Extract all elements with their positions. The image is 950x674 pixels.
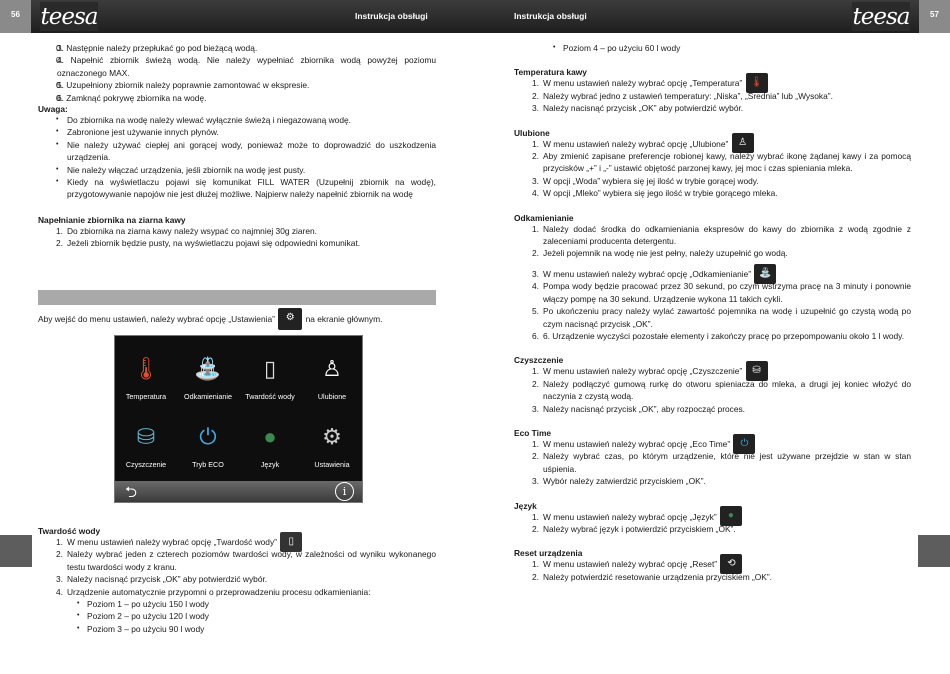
list-item: • Kiedy na wyświetlaczu pojawi się komunikat FILL WATER (Uzupełnij zbiornik na wodę), przygotowywanie napojów nie jest dłużej możliwe. Najpierw należy napełnić zbiornik na wodę xyxy=(38,176,436,201)
list-item-text: W menu ustawień należy wybrać opcję „Reset” xyxy=(543,559,718,570)
list-item xyxy=(514,77,911,89)
cleaning-heading: Czyszczenie xyxy=(514,355,564,366)
beans-heading: Napełnianie zbiornika na ziarna kawy xyxy=(38,214,186,225)
cleaning-icon: ⛁ xyxy=(746,361,768,381)
list-item: Należy wybrać jedno z ustawień temperatury: „Niska”, „Średnia” lub „Wysoka”. xyxy=(543,90,833,101)
fav-list xyxy=(514,138,911,200)
list-item xyxy=(514,138,911,150)
list-item xyxy=(514,365,911,377)
right-page-number: 57 xyxy=(919,0,950,33)
list-item-text: W menu ustawień należy wybrać opcję „Czyszczenie” xyxy=(543,366,743,377)
list-item-text: W menu ustawień należy wybrać opcję „Ulubione” xyxy=(543,138,729,149)
reset-list xyxy=(514,558,911,583)
warning-heading: Uwaga: xyxy=(38,104,68,115)
eco-list xyxy=(514,438,911,488)
list-item: Należy wybrać jeden z czterech poziomów twardości wody, w zależności od wyniku wykonanego testu twardości wody z kranu. xyxy=(67,549,436,572)
screen-settings[interactable] xyxy=(301,414,363,480)
hardness-levels-cont xyxy=(514,42,911,54)
screen-temperature[interactable] xyxy=(115,346,177,412)
hardness-section xyxy=(38,526,436,635)
info-icon[interactable]: i xyxy=(335,482,354,501)
cleaning-list xyxy=(514,365,911,415)
list-item: • Nie należy włączać urządzenia, jeśli zbiornik na wodę jest pusty. xyxy=(38,164,436,176)
left-page-number: 56 xyxy=(0,0,31,33)
settings-intro-text-end: na ekranie głównym. xyxy=(305,314,383,325)
screen-favorites[interactable] xyxy=(301,346,363,412)
screen-descaling[interactable] xyxy=(177,346,239,412)
list-item-text: W menu ustawień należy wybrać opcję „Odkamienianie” xyxy=(543,268,752,279)
list-item-text: W menu ustawień należy wybrać opcję „Eco Time” xyxy=(543,438,731,449)
right-column xyxy=(514,42,911,583)
screen-language[interactable] xyxy=(239,414,301,480)
user-icon: ♙ xyxy=(322,356,342,381)
list-item: • Nie należy używać ciepłej ani gorącej wody, ponieważ może to doprowadzić do uszkodzenia urządzenia. xyxy=(38,139,436,164)
brand-logo-left: teesa xyxy=(40,3,98,30)
list-item: 4. Napełnić zbiornik świeżą wodą. Nie należy wypełniać zbiornika wodą powyżej poziomu oznaczonego MAX. xyxy=(57,55,436,78)
hardness-list xyxy=(38,536,436,598)
list-item: Należy dodać środka do odkamieniania ekspresów do kawy do zbiornika z wodą zgodnie z zaleceniami producenta detergentu. xyxy=(543,223,911,247)
list-item: Należy wybrać czas, po którym urządzenie, które nie jest używane przejdzie w stan w stan uśpienia. xyxy=(543,451,911,474)
power-icon: ⏻ xyxy=(733,434,755,454)
descaling-list xyxy=(514,223,911,260)
left-edge-tab xyxy=(0,535,32,567)
settings-section-bar xyxy=(38,290,436,305)
list-item-text: W menu ustawień należy wybrać opcję „Twardość wody” xyxy=(67,537,277,547)
hardness-levels xyxy=(38,598,436,635)
screen-label: Ulubione xyxy=(317,392,347,401)
descaling-heading: Odkamienianie xyxy=(514,212,574,223)
list-item: Aby zmienić zapisane preferencje robionej kawy, należy wybrać ikonę żądanej kawy i za pomocą przycisków „+” i „-” ustawić objętość parzonej kawy, jej moc i czas spieniania mleka. xyxy=(543,151,911,174)
screen-bottom-bar xyxy=(115,481,362,502)
list-item-text: W menu ustawień należy wybrać opcję „Temperatura” xyxy=(543,78,743,89)
list-item: • Do zbiornika na wodę należy wlewać wyłącznie świeżą i niegazowaną wodę. xyxy=(38,114,436,126)
list-item: • Poziom 4 – po użyciu 60 l wody xyxy=(514,42,911,54)
list-item: Do zbiornika na ziarna kawy należy wsypać co najmniej 30g ziaren. xyxy=(67,225,317,236)
settings-intro xyxy=(38,314,436,326)
list-item: 5. Uzupełniony zbiornik należy poprawnie zamontować w ekspresie. xyxy=(57,80,310,91)
page-header xyxy=(0,0,950,33)
globe-icon: ● xyxy=(720,506,742,526)
screen-label: Odkamienianie xyxy=(184,392,232,401)
settings-intro-text: Aby wejść do menu ustawień, należy wybrać opcję „Ustawienia” xyxy=(38,314,275,325)
left-column xyxy=(38,42,436,250)
fav-heading: Ulubione xyxy=(514,127,550,138)
list-item: Wybór należy zatwierdzić przyciskiem „OK”. xyxy=(543,476,706,487)
language-heading: Język xyxy=(514,500,537,511)
hardness-heading: Twardość wody xyxy=(38,526,101,536)
screen-label: Temperatura xyxy=(125,392,167,401)
screen-label: Twardość wody xyxy=(245,392,295,401)
temp-list xyxy=(514,77,911,114)
list-item: 6. Urządzenie wyczyści pozostałe elementy i zakończy pracę po przepompowaniu około 1 l wody. xyxy=(543,330,905,341)
refill-steps xyxy=(38,42,436,104)
screen-label: Tryb ECO xyxy=(192,460,224,469)
descaling-icon: ⛲ xyxy=(754,264,776,284)
device-screen xyxy=(114,335,363,503)
settings-gear-icon: ⚙ xyxy=(278,308,302,330)
list-item xyxy=(514,268,911,280)
back-arrow-icon[interactable]: ⮌ xyxy=(125,484,138,501)
list-item xyxy=(38,536,436,548)
screen-label: Czyszczenie xyxy=(125,460,167,469)
list-item: W opcji „Mleko” wybiera się jego ilość w trybie gorącego mleka. xyxy=(543,188,778,199)
language-list xyxy=(514,511,911,536)
thermometer-icon: 🌡 xyxy=(746,73,768,93)
beans-list xyxy=(38,225,436,250)
list-item: • Poziom 1 – po użyciu 150 l wody xyxy=(38,598,436,610)
thermometer-icon: 🌡 xyxy=(132,356,160,381)
list-item: • Poziom 2 – po użyciu 120 l wody xyxy=(38,610,436,622)
warning-list xyxy=(38,114,436,201)
list-item xyxy=(514,558,911,570)
screen-water-hardness[interactable] xyxy=(239,346,301,412)
list-item-text: W menu ustawień należy wybrać opcję „Język” xyxy=(543,511,717,522)
list-item: Urządzenie automatycznie przypomni o przeprowadzeniu procesu odkamieniania: xyxy=(67,586,371,597)
left-header-title: Instrukcja obsługi xyxy=(355,11,428,21)
descaling-list-cont xyxy=(514,268,911,342)
list-item: • Zabronione jest używanie innych płynów. xyxy=(38,126,436,138)
list-item: Pompa wody będzie pracować przez 30 sekund, po czym wstrzyma pracę na 3 minuty i ponownie włączy pompę na 30 sekund. Urządzenie wykona 11 takich cykli. xyxy=(543,281,911,304)
water-filter-icon: ▯ xyxy=(263,356,277,381)
list-item: Po ukończeniu pracy należy wylać zawartość pojemnika na wodę i uzupełnić go czystą wodą po czym nacisnąć przycisk „OK”. xyxy=(543,306,911,329)
user-icon: ♙ xyxy=(732,133,754,153)
gear-icon: ⚙ xyxy=(322,424,342,449)
list-item: Należy potwierdzić resetowanie urządzenia przyciskiem „OK”. xyxy=(543,571,772,582)
temp-heading: Temperatura kawy xyxy=(514,67,587,78)
list-item: Jeżeli pojemnik na wodę nie jest pełny, należy uzupełnić go wodą. xyxy=(543,248,788,259)
list-item: • Poziom 3 – po użyciu 90 l wody xyxy=(38,623,436,635)
screen-label: Ustawienia xyxy=(314,460,350,469)
list-item: 6. Zamknąć pokrywę zbiornika na wodę. xyxy=(57,92,207,103)
right-edge-tab xyxy=(918,535,950,567)
water-filter-icon: ▯ xyxy=(280,532,302,552)
list-item xyxy=(514,438,911,450)
list-item: Należy nacisnąć przycisk „OK” aby potwierdzić wybór. xyxy=(67,574,268,585)
brand-logo-right: teesa xyxy=(852,3,910,30)
screen-label: Język xyxy=(260,460,280,469)
eco-heading: Eco Time xyxy=(514,427,552,438)
list-item: W opcji „Woda” wybiera się jej ilość w trybie gorącej wody. xyxy=(543,175,759,186)
power-icon: ⏻ xyxy=(199,424,217,449)
reset-icon: ⟲ xyxy=(720,554,742,574)
list-item: Należy podłączyć gumową rurkę do otworu spieniacza do mleka, a drugi jej koniec włożyć do naczynia z czystą wodą. xyxy=(543,378,911,402)
list-item: 3. Następnie należy przepłukać go pod bieżącą wodą. xyxy=(57,43,258,53)
descaling-icon: ⛲ xyxy=(194,356,222,381)
reset-heading: Reset urządzenia xyxy=(514,548,583,559)
list-item xyxy=(514,511,911,523)
list-item: Jeżeli zbiornik będzie pusty, na wyświetlaczu pojawi się odpowiedni komunikat. xyxy=(67,238,361,249)
globe-icon: ● xyxy=(263,424,277,449)
list-item: Należy wybrać język i potwierdzić przyciskiem „OK”. xyxy=(543,523,736,534)
list-item: Należy nacisnąć przycisk „OK” aby potwierdzić wybór. xyxy=(543,103,744,114)
screen-cleaning[interactable] xyxy=(115,414,177,480)
screen-eco-mode[interactable] xyxy=(177,414,239,480)
cleaning-icon: ⛁ xyxy=(136,424,156,449)
list-item: Należy nacisnąć przycisk „OK”, aby rozpocząć proces. xyxy=(543,403,746,414)
right-header-title: Instrukcja obsługi xyxy=(514,11,587,21)
